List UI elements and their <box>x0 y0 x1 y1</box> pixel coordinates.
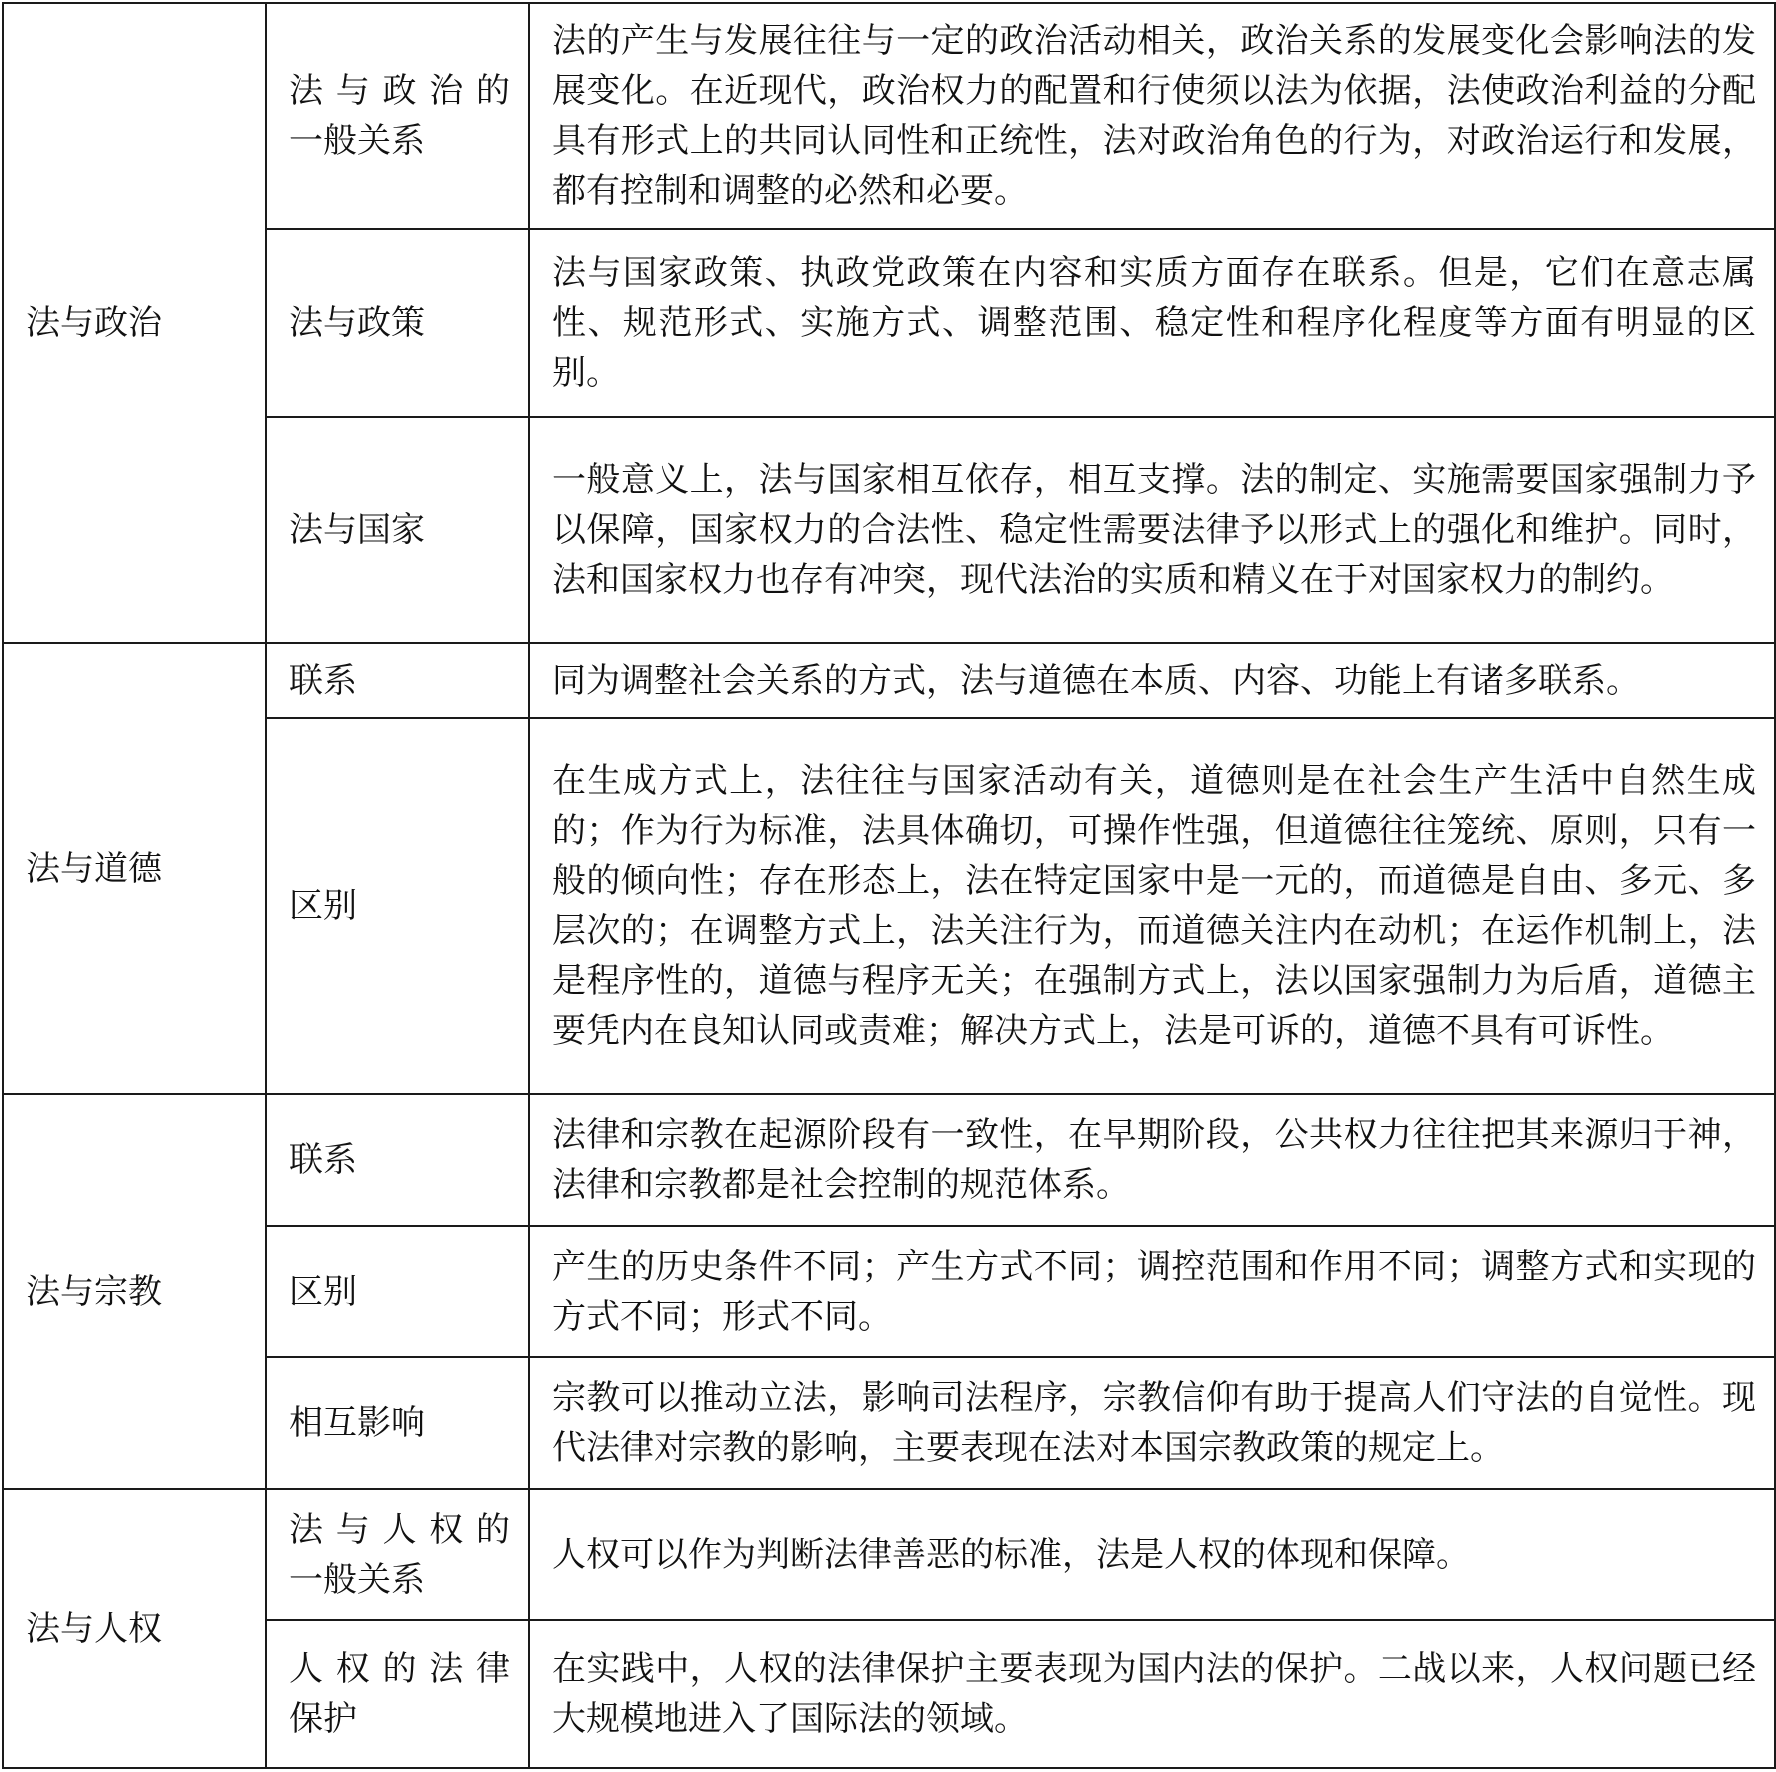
subtopic-line: 法与人权的 <box>289 1509 510 1550</box>
subtopic-line: 法与政策 <box>289 303 425 343</box>
description-cell: 人权可以作为判断法律善恶的标准，法是人权的体现和保障。 <box>529 1489 1775 1620</box>
table-row <box>3 1226 1775 1357</box>
subtopic-line: 一般关系 <box>289 1559 425 1600</box>
subtopic-line: 法与政治的 <box>289 71 510 111</box>
subtopic-cell <box>266 1357 529 1489</box>
subtopic-cell <box>266 1094 529 1226</box>
subtopic-cell <box>266 1489 529 1620</box>
topic-cell: 法与政治 <box>3 3 266 643</box>
subtopic-cell <box>266 643 529 718</box>
subtopic-line: 相互影响 <box>289 1403 425 1443</box>
description-cell: 法律和宗教在起源阶段有一致性，在早期阶段，公共权力往往把其来源归于神，法律和宗教都是社会控制的规范体系。 <box>529 1094 1775 1226</box>
subtopic-line: 区别 <box>289 886 357 926</box>
description-cell: 在实践中，人权的法律保护主要表现为国内法的保护。二战以来，人权问题已经大规模地进入了国际法的领域。 <box>529 1620 1775 1768</box>
subtopic-cell <box>266 718 529 1094</box>
subtopic-cell <box>266 229 529 417</box>
table-row <box>3 643 1775 718</box>
table-row <box>3 1620 1775 1768</box>
subtopic-cell <box>266 1620 529 1768</box>
description-cell: 宗教可以推动立法，影响司法程序，宗教信仰有助于提高人们守法的自觉性。现代法律对宗教的影响，主要表现在法对本国宗教政策的规定上。 <box>529 1357 1775 1489</box>
subtopic-cell <box>266 417 529 643</box>
subtopic-line: 一般关系 <box>289 121 425 161</box>
subtopic-line: 区别 <box>289 1271 357 1312</box>
table-row <box>3 3 1775 229</box>
description-cell: 同为调整社会关系的方式，法与道德在本质、内容、功能上有诸多联系。 <box>529 643 1775 718</box>
subtopic-line: 保护 <box>289 1699 357 1739</box>
subtopic-line: 联系 <box>289 660 357 701</box>
description-cell: 法与国家政策、执政党政策在内容和实质方面存在联系。但是，它们在意志属性、规范形式、实施方式、调整范围、稳定性和程序化程度等方面有明显的区别。 <box>529 229 1775 417</box>
subtopic-line: 联系 <box>289 1140 357 1180</box>
table-row <box>3 1489 1775 1620</box>
subtopic-cell <box>266 3 529 229</box>
table-row <box>3 417 1775 643</box>
subtopic-line: 法与国家 <box>289 510 425 550</box>
subtopic-line: 人权的法律 <box>289 1649 510 1689</box>
table-row <box>3 1094 1775 1226</box>
description-cell: 一般意义上，法与国家相互依存，相互支撑。法的制定、实施需要国家强制力予以保障，国家权力的合法性、稳定性需要法律予以形式上的强化和维护。同时，法和国家权力也存有冲突，现代法治的实质和精义在于对国家权力的制约。 <box>529 417 1775 643</box>
topic-cell: 法与道德 <box>3 643 266 1094</box>
table-row <box>3 718 1775 1094</box>
topic-cell: 法与人权 <box>3 1489 266 1768</box>
description-cell: 法的产生与发展往往与一定的政治活动相关，政治关系的发展变化会影响法的发展变化。在近现代，政治权力的配置和行使须以法为依据，法使政治利益的分配具有形式上的共同认同性和正统性，法对政治角色的行为，对政治运行和发展，都有控制和调整的必然和必要。 <box>529 3 1775 229</box>
table-row <box>3 1357 1775 1489</box>
law-comparison-table <box>2 2 1776 1769</box>
topic-cell: 法与宗教 <box>3 1094 266 1489</box>
description-cell: 产生的历史条件不同；产生方式不同；调控范围和作用不同；调整方式和实现的方式不同；形式不同。 <box>529 1226 1775 1357</box>
table-row <box>3 229 1775 417</box>
subtopic-cell <box>266 1226 529 1357</box>
description-cell: 在生成方式上，法往往与国家活动有关，道德则是在社会生产生活中自然生成的；作为行为标准，法具体确切，可操作性强，但道德往往笼统、原则，只有一般的倾向性；存在形态上，法在特定国家中是一元的，而道德是自由、多元、多层次的；在调整方式上，法关注行为，而道德关注内在动机；在运作机制上，法是程序性的，道德与程序无关；在强制方式上，法以国家强制力为后盾，道德主要凭内在良知认同或责难；解决方式上，法是可诉的，道德不具有可诉性。 <box>529 718 1775 1094</box>
